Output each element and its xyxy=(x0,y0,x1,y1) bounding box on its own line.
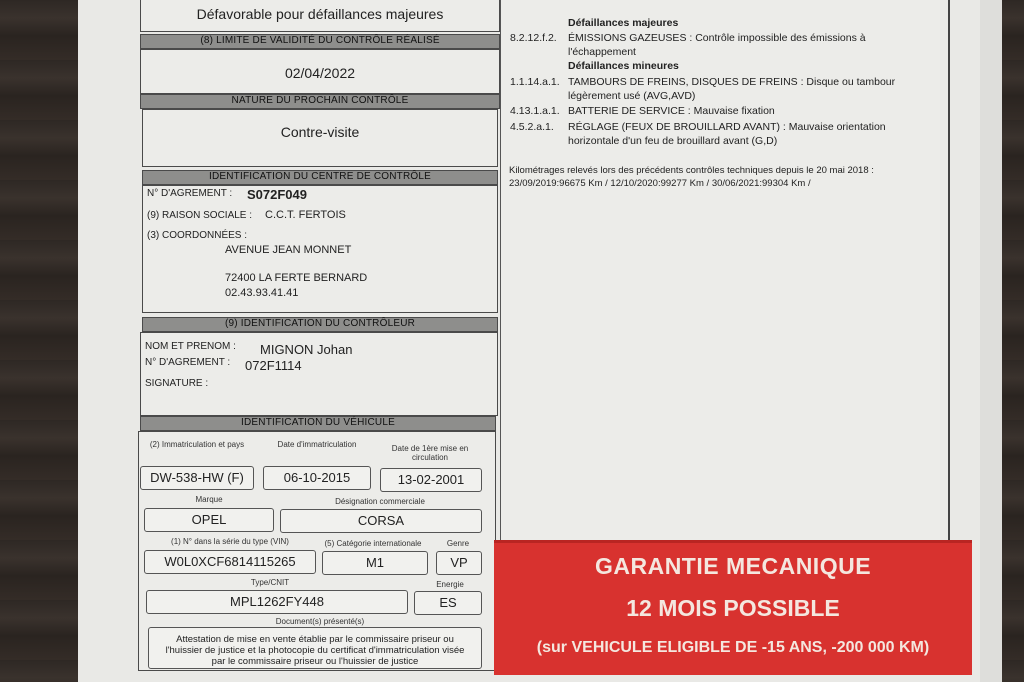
validity-date: 02/04/2022 xyxy=(284,65,356,81)
sticker-line-3: (sur VEHICULE ELIGIBLE DE -15 ANS, -200 000 KM) xyxy=(536,639,930,656)
energie-label: Energie xyxy=(436,580,464,589)
next-control-value: Contre-visite xyxy=(280,124,360,140)
vin-field: W0L0XCF6814115265 xyxy=(144,550,316,574)
centre-agrement-value: S072F049 xyxy=(247,187,307,202)
genre-label: Genre xyxy=(446,539,470,548)
panel-right-border xyxy=(948,0,950,545)
centre-agrement-label: N° D'AGREMENT : xyxy=(147,188,233,199)
immatriculation-field: DW-538-HW (F) xyxy=(140,466,254,490)
centre-box xyxy=(142,185,498,313)
address-line-1: AVENUE JEAN MONNET xyxy=(225,244,352,256)
min3-text-1: RÉGLAGE (FEUX DE BROUILLARD AVANT) : Mauvaise orientation xyxy=(568,121,886,133)
designation-field: CORSA xyxy=(280,509,482,533)
mineures-title: Défaillances mineures xyxy=(568,60,679,72)
raison-sociale-label: (9) RAISON SOCIALE : xyxy=(147,210,253,221)
maj1-text-1: ÉMISSIONS GAZEUSES : Contrôle impossible des émissions à xyxy=(568,32,866,44)
min2-code: 4.13.1.a.1. xyxy=(510,105,560,117)
next-control-box xyxy=(142,109,498,167)
validity-box xyxy=(140,49,500,94)
immat-label: (2) Immatriculation et pays xyxy=(149,440,245,449)
min3-text-2: horizontale d'un feu de brouillard avant (G,D) xyxy=(568,135,778,147)
min3-code: 4.5.2.a.1. xyxy=(510,121,554,133)
km-line-2: 23/09/2019:96675 Km / 12/10/2020:99277 Km / 30/06/2021:99304 Km / xyxy=(509,178,811,189)
address-line-2: 72400 LA FERTE BERNARD xyxy=(225,272,368,284)
sticker-line-1: GARANTIE MECANIQUE xyxy=(594,553,872,579)
maj1-code: 8.2.12.f.2. xyxy=(510,32,557,44)
type-field: MPL1262FY448 xyxy=(146,590,408,614)
controleur-header: (9) IDENTIFICATION DU CONTRÔLEUR xyxy=(142,317,498,332)
maj1-text-2: l'échappement xyxy=(568,46,636,58)
date-immat-field: 06-10-2015 xyxy=(263,466,371,490)
raison-sociale-value: C.C.T. FERTOIS xyxy=(265,209,346,221)
phone-number: 02.43.93.41.41 xyxy=(225,287,299,299)
nom-value: MIGNON Johan xyxy=(260,342,353,357)
categorie-field: M1 xyxy=(322,551,428,575)
type-label: Type/CNIT xyxy=(250,578,290,587)
doc-line-2: l'huissier de justice et la photocopie du certificat d'immatriculation visée xyxy=(165,645,465,656)
warranty-sticker xyxy=(494,540,972,675)
genre-field: VP xyxy=(436,551,482,575)
centre-header: IDENTIFICATION DU CENTRE DE CONTRÔLE xyxy=(142,170,498,185)
vin-label: (1) N° dans la série du type (VIN) xyxy=(171,537,289,546)
validity-header: (8) LIMITE DE VALIDITÉ DU CONTRÔLE RÉALISÉ xyxy=(140,34,500,49)
marque-label: Marque xyxy=(195,495,223,504)
doc-line-1: Attestation de mise en vente établie par le commissaire priseur ou xyxy=(176,634,454,645)
categorie-label: (5) Catégorie internationale xyxy=(324,539,422,548)
documents-label: Document(s) présenté(s) xyxy=(275,617,365,626)
result-text: Défavorable pour défaillances majeures xyxy=(196,6,444,22)
signature-label: SIGNATURE : xyxy=(145,378,209,389)
controleur-agrement-label: N° D'AGREMENT : xyxy=(145,357,231,368)
controleur-agrement-value: 072F1114 xyxy=(245,358,302,373)
nom-label: NOM ET PRENOM : xyxy=(145,341,236,352)
result-box xyxy=(140,0,500,32)
min1-text-1: TAMBOURS DE FREINS, DISQUES DE FREINS : Disque ou tambour xyxy=(568,76,896,88)
majeures-title: Défaillances majeures xyxy=(568,17,679,29)
doc-line-3: par le commissaire priseur ou l'huissier de justice xyxy=(211,656,419,667)
designation-label: Désignation commerciale xyxy=(335,497,425,506)
vehicule-header: IDENTIFICATION DU VÉHICULE xyxy=(140,416,496,431)
km-line-1: Kilométrages relevés lors des précédents contrôles techniques depuis le 20 mai 2018 : xyxy=(509,165,874,176)
controleur-box xyxy=(140,332,498,416)
date-first-field: 13-02-2001 xyxy=(380,468,482,492)
date-immat-label: Date d'immatriculation xyxy=(277,440,357,449)
date-first-label-2: circulation xyxy=(411,453,448,462)
min2-text: BATTERIE DE SERVICE : Mauvaise fixation xyxy=(568,105,775,117)
min1-code: 1.1.14.a.1. xyxy=(510,76,560,88)
sticker-line-2: 12 MOIS POSSIBLE xyxy=(626,595,840,621)
min1-text-2: légèrement usé (AVG,AVD) xyxy=(568,90,696,102)
coordonnees-label: (3) COORDONNÉES : xyxy=(147,230,248,241)
marque-field: OPEL xyxy=(144,508,274,532)
energie-field: ES xyxy=(414,591,482,615)
documents-field xyxy=(148,627,482,669)
date-first-label-1: Date de 1ère mise en xyxy=(391,444,469,453)
next-control-header: NATURE DU PROCHAIN CONTRÔLE xyxy=(140,94,500,109)
